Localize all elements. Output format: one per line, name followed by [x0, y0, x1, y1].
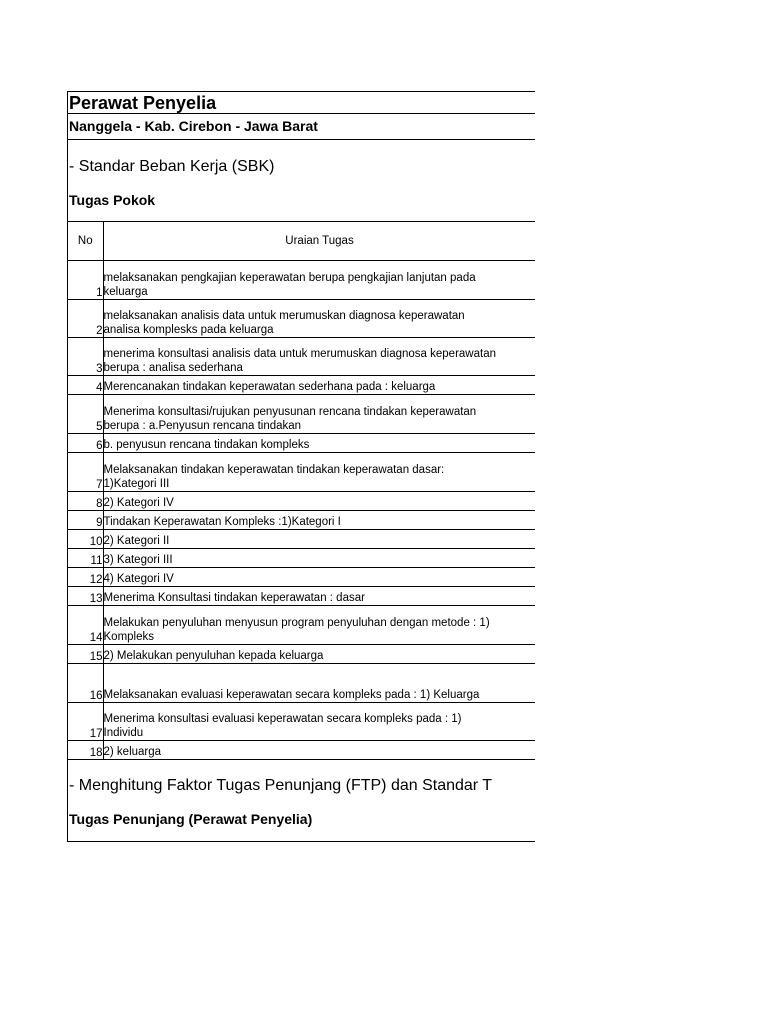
task-description-line: Merencanakan tindakan keperawatan sederhana pada : keluarga [103, 381, 436, 393]
row-number: 10 [68, 530, 103, 549]
row-number: 1 [68, 261, 103, 300]
table-row [68, 530, 535, 549]
row-number: 11 [68, 549, 103, 568]
row-number: 9 [68, 511, 103, 530]
task-description-line: 4) Kategori IV [103, 573, 174, 585]
task-description-line: 1)Kategori III [103, 478, 170, 490]
row-number: 17 [68, 703, 103, 741]
task-description-line: Melaksanakan evaluasi keperawatan secara kompleks pada : 1) Keluarga [103, 689, 480, 701]
column-header-task: Uraian Tugas [103, 222, 535, 261]
task-description-line: Individu [103, 727, 144, 739]
task-description [103, 587, 535, 606]
table-row [68, 300, 535, 338]
column-header-no: No [68, 222, 103, 261]
task-description [103, 434, 535, 453]
row-number: 2 [68, 300, 103, 338]
task-description-line: Melaksanakan tindakan keperawatan tindakan keperawatan dasar: [103, 464, 445, 476]
row-number: 15 [68, 645, 103, 664]
row-number: 13 [68, 587, 103, 606]
task-description-line: keluarga [103, 286, 148, 298]
task-description-line: menerima konsultasi analisis data untuk merumuskan diagnosa keperawatan [103, 348, 496, 360]
table-row [68, 453, 535, 492]
table-row [68, 395, 535, 434]
task-description [103, 530, 535, 549]
task-description-line: berupa : analisa sederhana [103, 362, 243, 374]
task-description-line: Tindakan Keperawatan Kompleks :1)Kategori I [103, 516, 341, 528]
task-table-body [68, 261, 535, 760]
section-heading-sbk: - Standar Beban Kerja (SBK) [69, 158, 275, 175]
row-number: 7 [68, 453, 103, 492]
task-description-line: melaksanakan analisis data untuk merumuskan diagnosa keperawatan [103, 310, 465, 322]
row-number: 14 [68, 606, 103, 645]
task-description-line: Menerima konsultasi evaluasi keperawatan secara kompleks pada : 1) [103, 713, 462, 725]
task-description [103, 395, 535, 434]
task-description [103, 376, 535, 395]
subheading-tugas-penunjang: Tugas Penunjang (Perawat Penyelia) [69, 811, 313, 827]
table-row [68, 492, 535, 511]
spreadsheet-sheet [67, 91, 535, 842]
task-description [103, 645, 535, 664]
task-description-line: Kompleks [103, 631, 154, 643]
row-number: 5 [68, 395, 103, 434]
page-title: Perawat Penyelia [68, 91, 535, 114]
table-header-row [68, 222, 535, 261]
table-row [68, 511, 535, 530]
task-description-line: 3) Kategori III [103, 554, 173, 566]
table-row [68, 664, 535, 703]
table-row [68, 338, 535, 376]
table-row [68, 587, 535, 606]
task-description-line: berupa : a.Penyusun rencana tindakan [103, 420, 302, 432]
table-row [68, 645, 535, 664]
task-description-line: 2) Kategori II [103, 535, 170, 547]
task-description-line: 2) Kategori IV [103, 497, 174, 509]
section-heading-ftp: - Menghitung Faktor Tugas Penunjang (FTP) dan Standar T [69, 777, 493, 794]
task-description [103, 549, 535, 568]
task-description [103, 606, 535, 645]
row-number: 3 [68, 338, 103, 376]
subheading-tugas-pokok: Tugas Pokok [69, 192, 156, 208]
table-row [68, 434, 535, 453]
task-description [103, 453, 535, 492]
task-description [103, 664, 535, 703]
table-row [68, 606, 535, 645]
location-subtitle: Nanggela - Kab. Cirebon - Jawa Barat [68, 114, 535, 140]
task-description [103, 703, 535, 741]
task-description-line: melaksanakan pengkajian keperawatan berupa pengkajian lanjutan pada [103, 272, 476, 284]
task-table [68, 221, 535, 760]
task-description-line: analisa komplesks pada keluarga [103, 324, 274, 336]
task-description-line: Melakukan penyuluhan menyusun program penyuluhan dengan metode : 1) [103, 617, 490, 629]
task-description-line: 2) keluarga [103, 746, 162, 758]
row-number: 16 [68, 664, 103, 703]
task-description-line: 2) Melakukan penyuluhan kepada keluarga [103, 650, 324, 662]
table-row [68, 741, 535, 760]
task-description [103, 261, 535, 300]
table-row [68, 568, 535, 587]
task-description-line: b. penyusun rencana tindakan kompleks [103, 439, 310, 451]
table-row [68, 376, 535, 395]
task-description [103, 300, 535, 338]
table-row [68, 703, 535, 741]
row-number: 4 [68, 376, 103, 395]
row-number: 18 [68, 741, 103, 760]
task-description [103, 568, 535, 587]
task-description-line: Menerima konsultasi/rujukan penyusunan rencana tindakan keperawatan [103, 406, 477, 418]
task-description-line: Menerima Konsultasi tindakan keperawatan : dasar [103, 592, 365, 604]
task-description [103, 741, 535, 760]
table-row [68, 261, 535, 300]
table-row [68, 549, 535, 568]
task-description [103, 492, 535, 511]
row-number: 12 [68, 568, 103, 587]
task-description [103, 511, 535, 530]
row-number: 8 [68, 492, 103, 511]
task-description [103, 338, 535, 376]
row-number: 6 [68, 434, 103, 453]
